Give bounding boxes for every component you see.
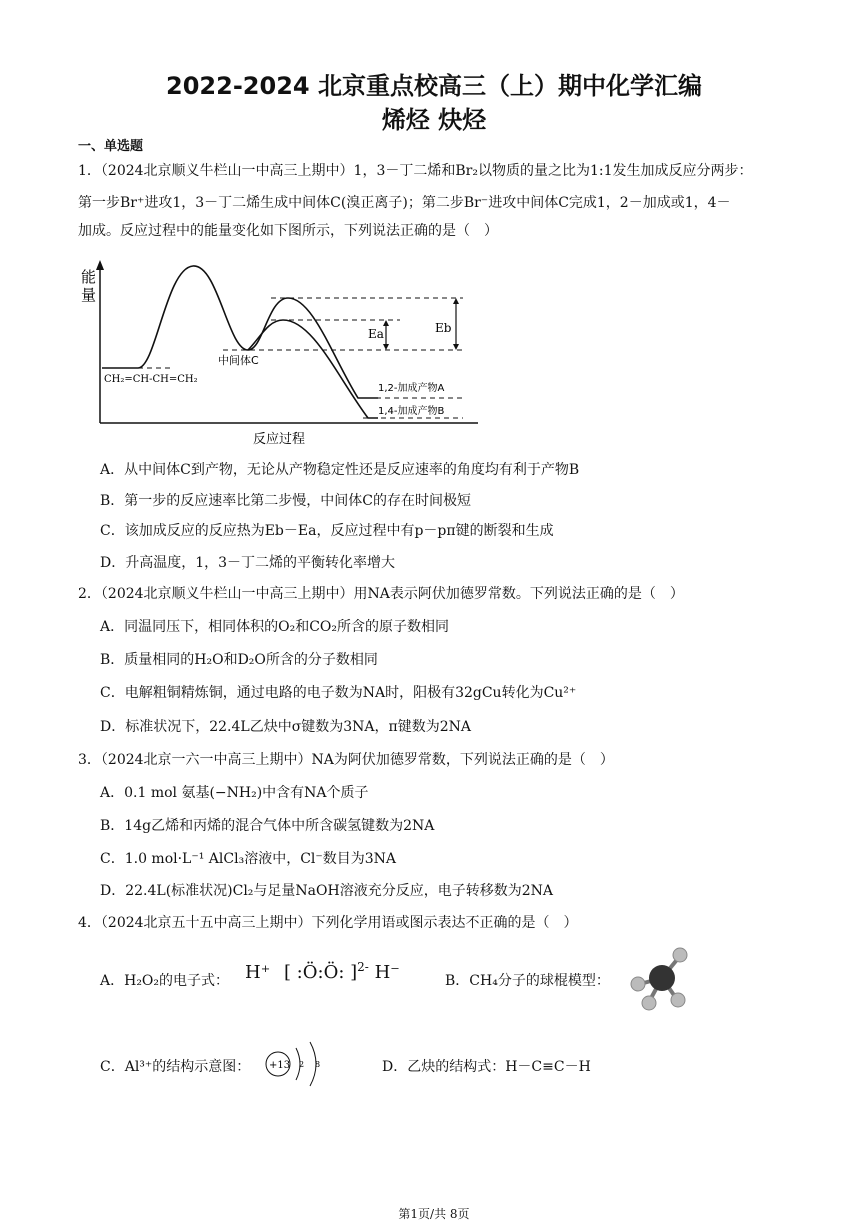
q2-option-d: D．标准状况下，22.4L乙炔中σ键数为3NA，π键数为2NA xyxy=(100,719,471,735)
q4-option-b-label: B．CH₄分子的球棍模型： xyxy=(445,973,610,989)
q3-option-b: B．14g乙烯和丙烯的混合气体中所含碳氢键数为2NA xyxy=(100,818,435,834)
q1-option-c: C．该加成反应的反应热为Eb－Ea，反应过程中有p－pπ键的断裂和生成 xyxy=(100,523,554,539)
q3-option-d: D．22.4L(标准状况)Cl₂与足量NaOH溶液充分反应，电子转移数为2NA xyxy=(100,883,553,899)
h-ion-right: H⁻ xyxy=(374,962,400,983)
h2o2-electron-formula xyxy=(245,960,400,983)
q3-option-a: A．0.1 mol 氨基(−NH₂)中含有NA个质子 xyxy=(100,785,369,801)
q1-option-d: D．升高温度，1，3－丁二烯的平衡转化率增大 xyxy=(100,555,396,571)
y-label-2: 量 xyxy=(81,286,97,304)
product-b-label: 1,4-加成产物B xyxy=(378,406,445,417)
y-label-1: 能 xyxy=(81,268,97,286)
q3-option-c: C．1.0 mol·L⁻¹ AlCl₃溶液中，Cl⁻数目为3NA xyxy=(100,851,397,867)
q1-option-b: B．第一步的反应速率比第二步慢，中间体C的存在时间极短 xyxy=(100,493,471,509)
q4-stem: 4．（2024北京五十五中高三上期中）下列化学用语或图示表达不正确的是（ ） xyxy=(78,915,578,931)
reactant-label: CH₂=CH-CH=CH₂ xyxy=(104,374,198,385)
doc-title: 2022-2024 北京重点校高三（上）期中化学汇编 xyxy=(166,72,702,100)
q1-line-2: 第一步Br⁺进攻1，3－丁二烯生成中间体C(溴正离子)；第二步Br⁻进攻中间体C完成1，2－加成或1，4－ xyxy=(78,195,731,211)
x-label: 反应过程 xyxy=(253,432,306,447)
section-heading: 一、单选题 xyxy=(78,139,144,154)
shell-2-count: 8 xyxy=(315,1060,321,1069)
ch4-ball-stick-model xyxy=(628,944,698,1014)
hydrogen-atom xyxy=(673,948,687,962)
doc-subtitle: 烯烃 炔烃 xyxy=(381,106,487,134)
q4-option-c-label: C．Al³⁺的结构示意图： xyxy=(100,1059,251,1075)
hydrogen-atom xyxy=(631,977,645,991)
page-footer: 第1页/共 8页 xyxy=(398,1207,470,1221)
peroxide-charge: 2- xyxy=(357,960,369,974)
q2-option-b: B．质量相同的H₂O和D₂O所含的分子数相同 xyxy=(100,652,378,668)
q1-line-3: 加成。反应过程中的能量变化如下图所示，下列说法正确的是（ ） xyxy=(78,223,498,239)
q1-line-1: 1．（2024北京顺义牛栏山一中高三上期中）1，3－丁二烯和Br₂以物质的量之比为1:1发生加成反应分两步： xyxy=(78,163,753,179)
q3-stem: 3．（2024北京一六一中高三上期中）NA为阿伏加德罗常数，下列说法正确的是（ ） xyxy=(78,752,614,768)
peroxide-ion: [ :Ö:Ö: ] xyxy=(283,962,358,983)
intermediate-label: 中间体C xyxy=(218,354,259,367)
ea-label: Ea xyxy=(368,327,384,341)
y-axis-arrow xyxy=(96,260,104,270)
energy-diagram xyxy=(78,258,488,450)
curve-path-a xyxy=(248,320,378,418)
hydrogen-atom xyxy=(642,996,656,1010)
q4-option-d-label: D．乙炔的结构式：H－C≡C－H xyxy=(382,1059,591,1075)
h-ion-left: H⁺ xyxy=(245,962,271,983)
carbon-atom xyxy=(649,965,675,991)
q4-option-a-label: A．H₂O₂的电子式： xyxy=(100,973,230,989)
eb-label: Eb xyxy=(435,321,452,335)
shell-1-count: 2 xyxy=(299,1060,305,1069)
hydrogen-atom xyxy=(671,993,685,1007)
nucleus-charge: +13 xyxy=(269,1060,291,1071)
q2-option-c: C．电解粗铜精炼铜，通过电路的电子数为NA时，阳极有32gCu转化为Cu²⁺ xyxy=(100,685,577,701)
product-a-label: 1,2-加成产物A xyxy=(378,383,445,394)
al-ion-structure-diagram xyxy=(262,1040,332,1088)
q1-option-a: A．从中间体C到产物，无论从产物稳定性还是反应速率的角度均有利于产物B xyxy=(100,462,580,478)
q2-stem: 2．（2024北京顺义牛栏山一中高三上期中）用NA表示阿伏加德罗常数。下列说法正确的是（ ） xyxy=(78,586,684,602)
q2-option-a: A．同温同压下，相同体积的O₂和CO₂所含的原子数相同 xyxy=(100,619,450,635)
